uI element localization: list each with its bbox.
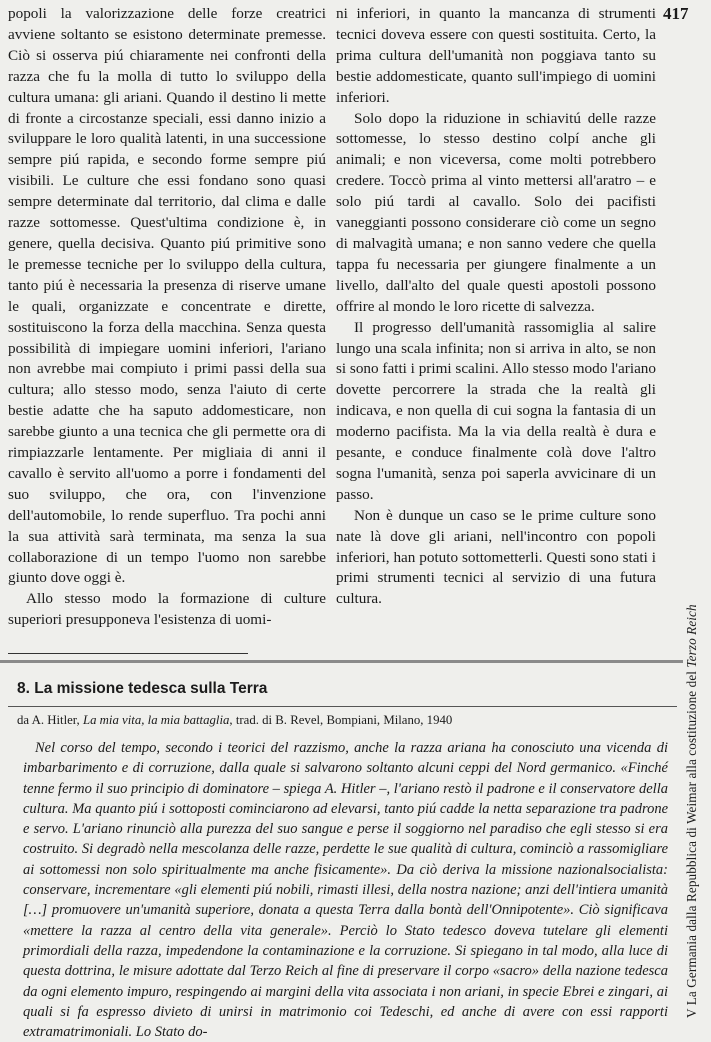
right-text-column [336, 4, 656, 610]
source-suffix: , trad. di B. Revel, Bompiani, Milano, 1940 [229, 713, 453, 727]
page-number: 417 [663, 4, 689, 23]
paragraph: ni inferiori, in quanto la mancanza di strumenti tecnici doveva essere con questi sostituita. Certo, la prima cultura dell'umanità non poggiava tanto su bestie addomesticate, quanto sull'impiego di uomini inferiori. [336, 5, 656, 106]
paragraph: popoli la valorizzazione delle forze creatrici avviene soltanto se esistono determinate premesse. Ciò si osserva piú chiaramente nei confronti della razza che fu la molla di tutto lo sviluppo della cultura umana: gli ariani. Quando il destino li mette di fronte a circostanze speciali, essi danno inizio a sviluppare le loro qualità latenti, in una successione sempre piú rapida, e secondo forme sempre piú visibili. Le culture che essi fondano sono quasi sempre determinate dal territorio, dal clima e dalle razze sottomesse. Quest'ultima condizione è, in genere, quella decisiva. Quanto piú primitive sono le premesse tecniche per lo sviluppo della cultura, tanto piú è necessaria la presenza di riserve umane le quali, organizzate e concentrate e dirette, sostituiscono la forza della macchina. Senza questa possibilità di impiegare uomini inferiori, l'ariano non avrebbe mai compiuto i primi passi della sua cultura; allo stesso modo, senza l'aiuto di certe bestie adatte che ha saputo addomesticare, non sarebbe giunto a una tecnica che gli permette ora di rimpiazzarle lentamente. Per migliaia di anni il cavallo è servito all'uomo a porre i fondamenti del suo sviluppo, che ora, con l'invenzione dell'automobile, lo rende superfluo. Tra pochi anni la sua attività sarà terminata, ma senza la sua collaborazione di un tempo l'uomo non sarebbe giunto dove oggi è. [8, 5, 326, 587]
running-head [684, 604, 700, 1018]
source-prefix: da A. Hitler, [17, 713, 83, 727]
section-body [23, 738, 668, 1042]
source-book-title: La mia vita, la mia battaglia [82, 713, 230, 727]
paragraph: Il progresso dell'umanità rassomiglia al salire lungo una scala infinita; non si arriva in alto, se non si sono fatti i primi scalini. Allo stesso modo l'ariano dovette percorrere la strada che la realtà gli indicava, e non quella di cui sogna la fantasia di un moderno pacifista. Ma la via della realtà è dura e pesante, e conduce finalmente colà dove l'altro sogna l'umanità, senza poi saperla avvicinare di un passo. [336, 318, 656, 503]
paragraph: Non è dunque un caso se le prime culture sono nate là dove gli ariani, nell'incontro con popoli inferiori, han potuto sottometterli. Questi sono stati i primi strumenti tecnici al servizio di una futura cultura. [336, 506, 656, 608]
section-divider [0, 660, 683, 663]
title-underline [8, 706, 677, 707]
running-head-prefix: V La Germania dalla Repubblica di Weimar alla costituzione del [684, 667, 699, 1018]
paragraph: Nel corso del tempo, secondo i teorici del razzismo, anche la razza ariana ha conosciuto una vicenda di imbarbarimento e di corruzione, dalla quale si salvarono soltanto alcuni ceppi del Nord germanico. «Finché tenne fermo il suo principio di dominatore – spiega A. Hitler –, l'ariano restò il padrone e il conservatore della cultura. Ma quanto piú i sottoposti cominciarono ad elevarsi, tanto piú cadde la netta separazione tra padrone e servo. L'ariano rinunciò alla purezza del suo sangue e perse il soggiorno nel paradiso che egli stesso si era costruito. Si degradò nella mescolanza delle razze, perdette le sue qualità di cultura, cominciò a rassomigliare ai sottomessi non solo spiritualmente ma anche fisicamente». Da ciò deriva la missione nazionalsocialista: conservare, incrementare «gli elementi piú nobili, rimasti illesi, della nostra nazione; anzi dell'intiera umanità […] promuovere un'umanità superiore, donata a questa Terra dalla bontà dell'Onnipotente». Ciò significava «mettere la razza al centro della vita generale». Perciò lo Stato tedesco doveva tutelare gli elementi primordiali della razza, impedendone la contaminazione e la corruzione. Si spiegano in tal modo, alla luce di questa dottrina, le misure adottate dal Terzo Reich al fine di preservare il corpo «sacro» della nazione tedesca da ogni elemento impuro, respingendo ai margini della vita associata i non ariani, in specie Ebrei e zingari, ai quali si fa espresso divieto di unirsi in matrimonio coi Tedeschi, ed anche di avere con essi rapporti extramatrimoniali. Lo Stato do- [23, 740, 668, 1041]
source-citation [17, 713, 452, 728]
divider [8, 653, 248, 654]
paragraph: Solo dopo la riduzione in schiavitú delle razze sottomesse, lo stesso destino colpí anche gli animali; e non viceversa, come molti potrebbero credere. Toccò prima al vinto mettersi all'aratro – e solo piú tardi al cavallo. Solo dei pacifisti vaneggianti possono considerare ciò come un segno di malvagità umana; e non sanno vedere che quella tappa fu necessaria per giungere finalmente a un livello, dall'alto del quale questi apostoli possono offrire al mondo le loro ricette di salvezza. [336, 109, 656, 315]
paragraph: Allo stesso modo la formazione di culture superiori presupponeva l'esistenza di uomi- [8, 590, 326, 629]
section-title: 8. La missione tedesca sulla Terra [17, 680, 268, 697]
running-head-italic: Terzo Reich [684, 604, 699, 668]
left-text-column [8, 4, 326, 631]
